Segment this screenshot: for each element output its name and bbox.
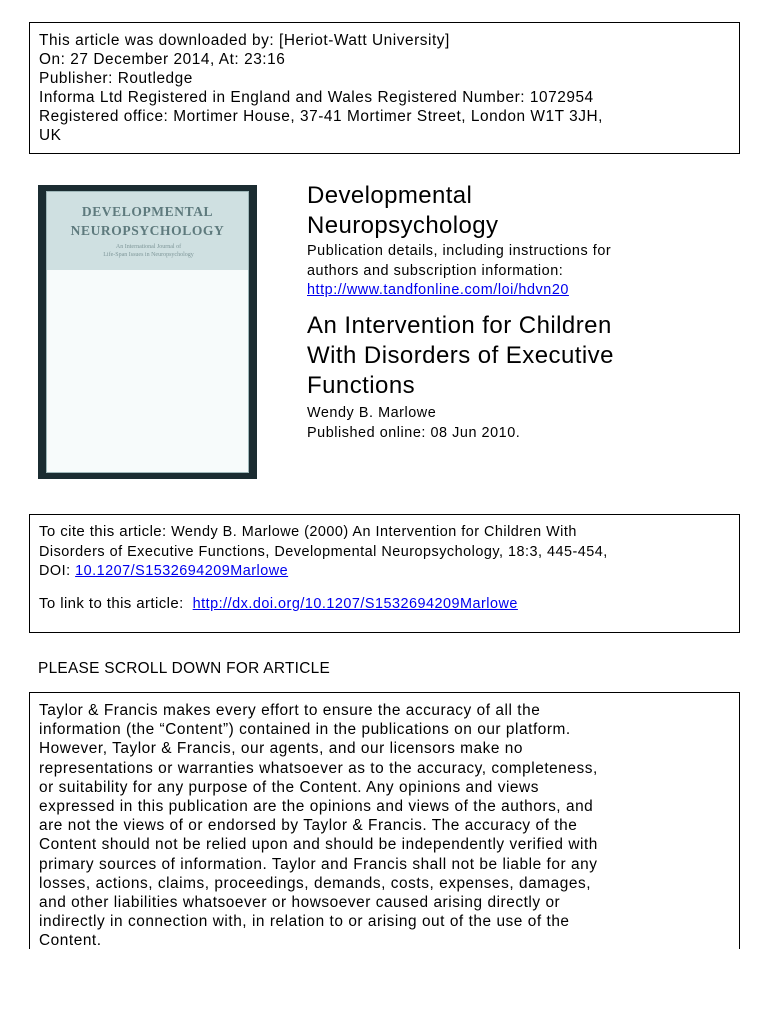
citation-box — [29, 514, 740, 633]
cover-subtitle-line: Life-Span Issues in Neuropsychology — [103, 252, 194, 258]
article-title-line: Functions — [307, 372, 416, 399]
cover-subtitle-line: An International Journal of — [115, 244, 182, 250]
journal-cover-image — [38, 185, 257, 479]
disclaimer-line: or suitability for any purpose of the Content. Any opinions and views — [39, 778, 539, 796]
disclaimer-line: Taylor & Francis makes every effort to ensure the accuracy of all the — [39, 702, 541, 719]
download-notice-line: UK — [39, 127, 62, 144]
download-notice-line: On: 27 December 2014, At: 23:16 — [39, 51, 286, 68]
article-link[interactable]: http://dx.doi.org/10.1207/S1532694209Marlowe — [192, 595, 518, 612]
publication-details-line: Publication details, including instructions for — [307, 243, 612, 259]
citation-text: Disorders of Executive Functions, Developmental Neuropsychology, 18:3, 445-454, — [39, 543, 608, 560]
download-notice-box — [29, 22, 740, 154]
doi-label: DOI: — [39, 563, 71, 579]
cite-label: To cite this article: — [39, 523, 167, 540]
disclaimer-line: representations or warranties whatsoever as to the accuracy, completeness, — [39, 759, 598, 777]
publication-details-line: authors and subscription information: — [307, 262, 564, 279]
article-title-line: An Intervention for Children — [307, 312, 612, 339]
disclaimer-box — [29, 692, 740, 949]
disclaimer-line: However, Taylor & Francis, our agents, and our licensors make no — [39, 740, 524, 758]
disclaimer-line: losses, actions, claims, proceedings, demands, costs, expenses, damages, — [39, 874, 592, 892]
doi-link[interactable]: 10.1207/S1532694209Marlowe — [75, 563, 289, 579]
cover-title-line: NEUROPSYCHOLOGY — [70, 223, 225, 238]
disclaimer-line: primary sources of information. Taylor and Francis shall not be liable for any — [39, 855, 598, 873]
publication-details — [307, 242, 611, 301]
download-notice-line: Registered office: Mortimer House, 37-41 Mortimer Street, London W1T 3JH, — [39, 108, 603, 125]
citation-text: Wendy B. Marlowe (2000) An Intervention for Children With — [171, 524, 577, 540]
disclaimer-line: and other liabilities whatsoever or howsoever caused arising directly or — [39, 894, 561, 912]
link-label: To link to this article: — [39, 594, 184, 612]
cover-page — [46, 191, 249, 473]
journal-url-link[interactable]: http://www.tandfonline.com/loi/hdvn20 — [307, 282, 569, 298]
journal-title-line: Neuropsychology — [307, 212, 499, 239]
article-title — [307, 311, 614, 401]
author-name: Wendy B. Marlowe — [307, 405, 437, 421]
disclaimer-line: information (the “Content”) contained in the publications on our platform. — [39, 721, 571, 739]
cover-title-line: DEVELOPMENTAL — [81, 204, 214, 219]
author-meta — [307, 403, 520, 443]
article-title-line: With Disorders of Executive — [307, 342, 614, 369]
scroll-notice: PLEASE SCROLL DOWN FOR ARTICLE — [38, 660, 331, 677]
download-notice-line: This article was downloaded by: [Heriot-Watt University] — [39, 32, 450, 49]
disclaimer-line: indirectly in connection with, in relation to or arising out of the use of the — [39, 913, 570, 931]
published-date: Published online: 08 Jun 2010. — [307, 425, 521, 441]
disclaimer-line: Content. — [39, 932, 102, 950]
download-notice-line: Publisher: Routledge — [39, 70, 193, 87]
download-notice-line: Informa Ltd Registered in England and Wales Registered Number: 1072954 — [39, 89, 594, 106]
disclaimer-line: are not the views of or endorsed by Taylor & Francis. The accuracy of the — [39, 817, 578, 835]
journal-title-line: Developmental — [307, 182, 473, 209]
disclaimer-line: expressed in this publication are the opinions and views of the authors, and — [39, 798, 594, 816]
journal-title — [307, 181, 498, 241]
disclaimer-line: Content should not be relied upon and should be independently verified with — [39, 836, 598, 854]
